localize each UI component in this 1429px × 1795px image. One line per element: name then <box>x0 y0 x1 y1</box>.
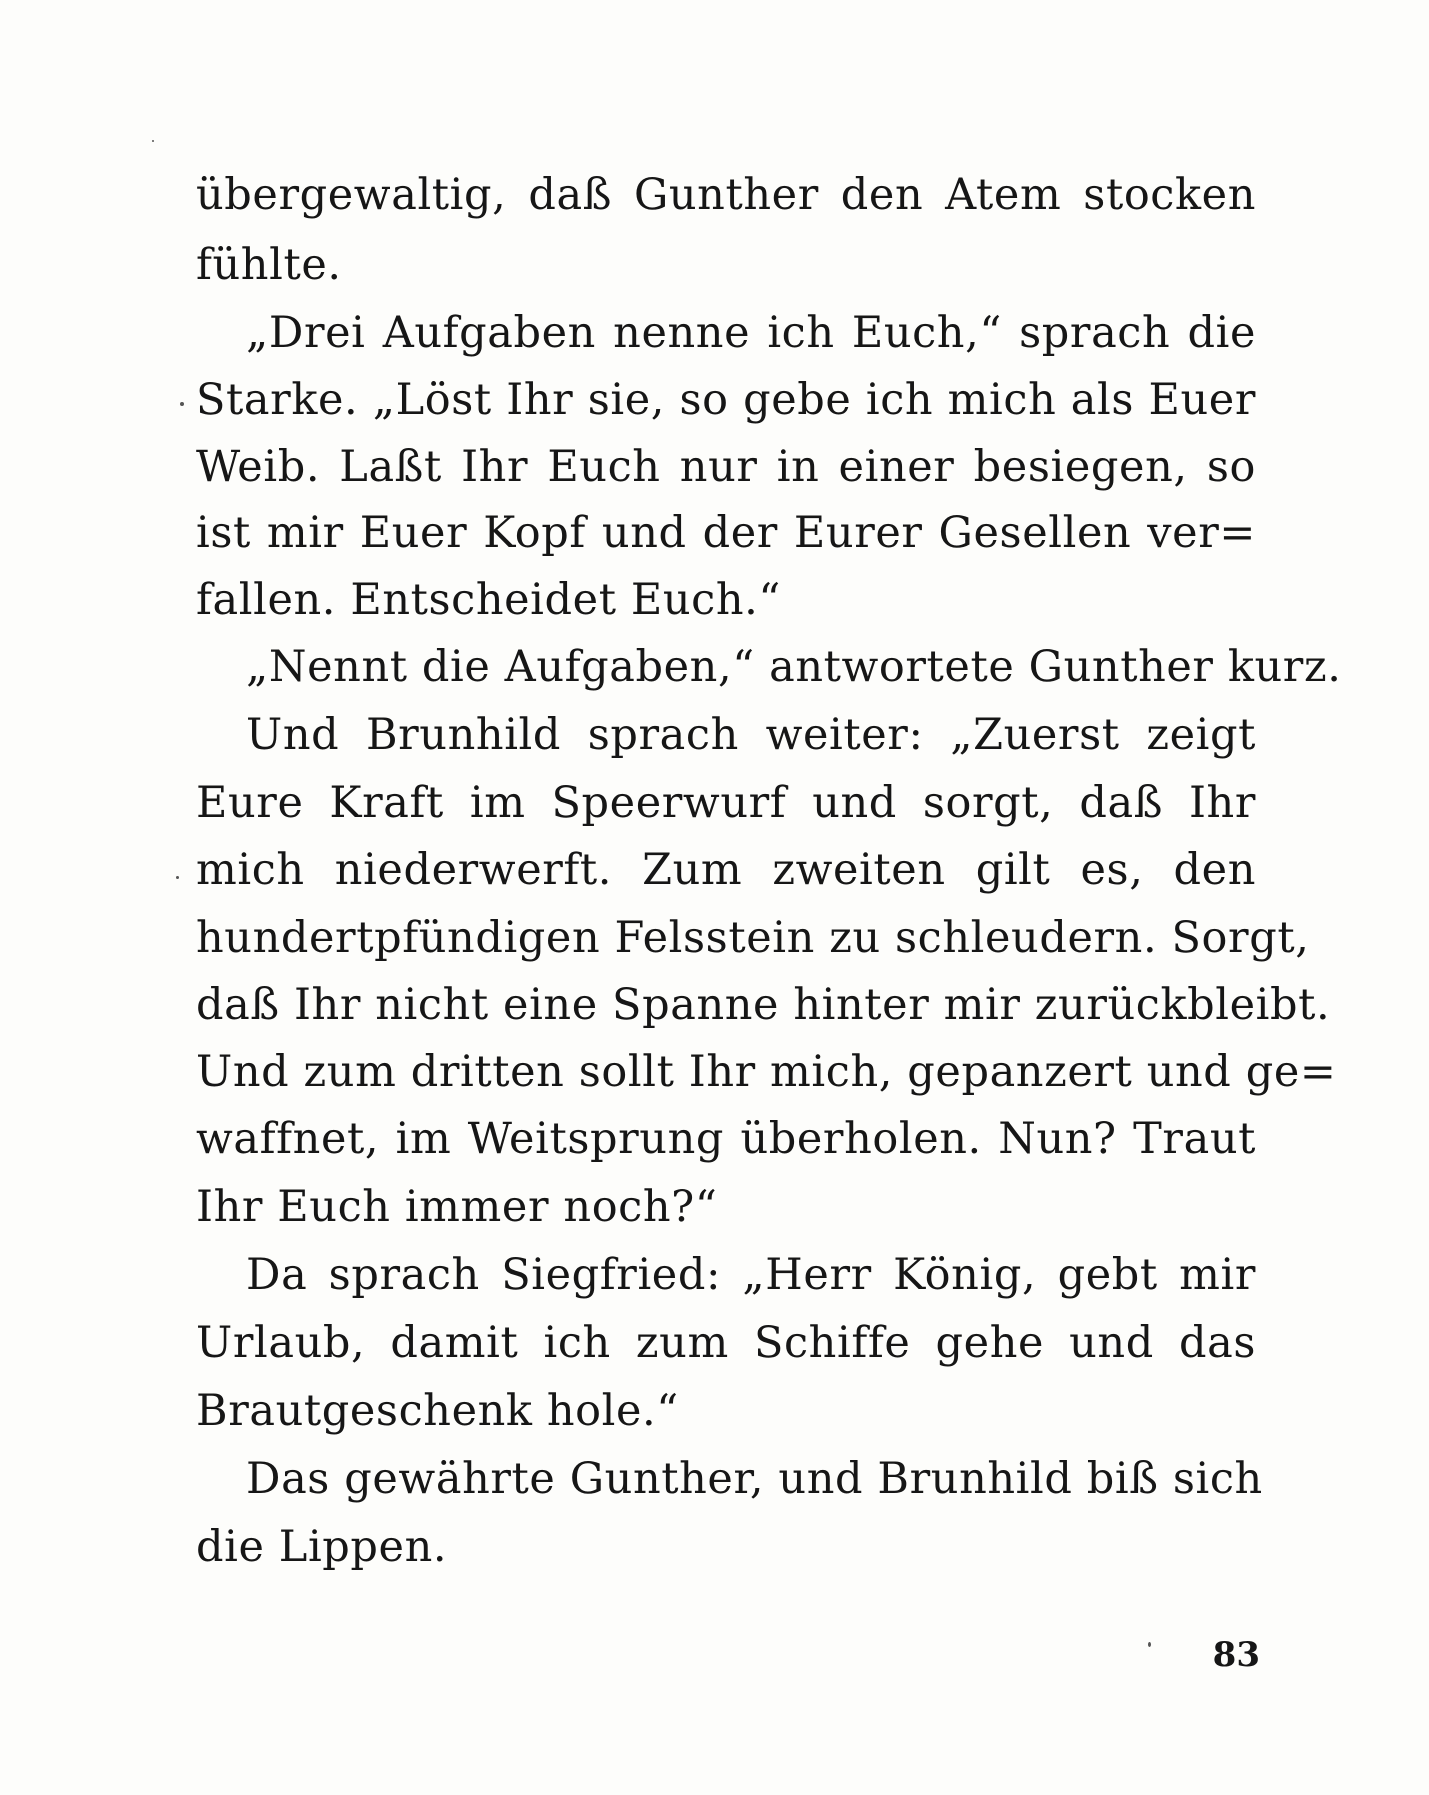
text-line-7: fallen. Entscheidet Euch.“ <box>196 575 781 625</box>
print-speck <box>176 876 179 879</box>
text-line-15: waffnet, im Weitsprung überholen. Nun? Traut <box>196 1114 1256 1164</box>
text-line-3: „Drei Aufgaben nenne ich Euch,“ sprach die <box>246 308 1256 358</box>
text-line-13: daß Ihr nicht eine Spanne hinter mir zurückbleibt. <box>196 980 1331 1030</box>
text-line-16: Ihr Euch immer noch?“ <box>196 1182 718 1232</box>
text-line-21: die Lippen. <box>196 1522 448 1572</box>
text-line-17: Da sprach Siegfried: „Herr König, gebt mir <box>246 1250 1256 1300</box>
text-line-10: Eure Kraft im Speerwurf und sorgt, daß Ihr <box>196 778 1256 828</box>
text-line-8: „Nennt die Aufgaben,“ antwortete Gunther kurz. <box>246 642 1342 692</box>
print-speck <box>152 140 154 142</box>
text-line-2: fühlte. <box>196 240 342 290</box>
text-line-6: ist mir Euer Kopf und der Eurer Gesellen ver= <box>196 508 1256 558</box>
text-line-14: Und zum dritten sollt Ihr mich, gepanzert und ge= <box>196 1047 1337 1097</box>
text-line-19: Brautgeschenk hole.“ <box>196 1386 679 1436</box>
text-line-1: übergewaltig, daß Gunther den Atem stocken <box>196 170 1256 220</box>
text-line-4: Starke. „Löst Ihr sie, so gebe ich mich als Euer <box>196 375 1256 425</box>
text-line-12: hundertpfündigen Felsstein zu schleudern. Sorgt, <box>196 913 1310 963</box>
text-line-5: Weib. Laßt Ihr Euch nur in einer besiegen, so <box>196 442 1256 492</box>
text-line-18: Urlaub, damit ich zum Schiffe gehe und das <box>196 1318 1256 1368</box>
text-line-20: Das gewährte Gunther, und Brunhild biß sich <box>246 1454 1263 1504</box>
text-line-11: mich niederwerft. Zum zweiten gilt es, den <box>196 845 1256 895</box>
print-speck <box>1148 1642 1151 1647</box>
text-line-9: Und Brunhild sprach weiter: „Zuerst zeigt <box>246 710 1256 760</box>
print-speck <box>180 402 184 406</box>
page-number: 83 <box>1212 1635 1260 1675</box>
